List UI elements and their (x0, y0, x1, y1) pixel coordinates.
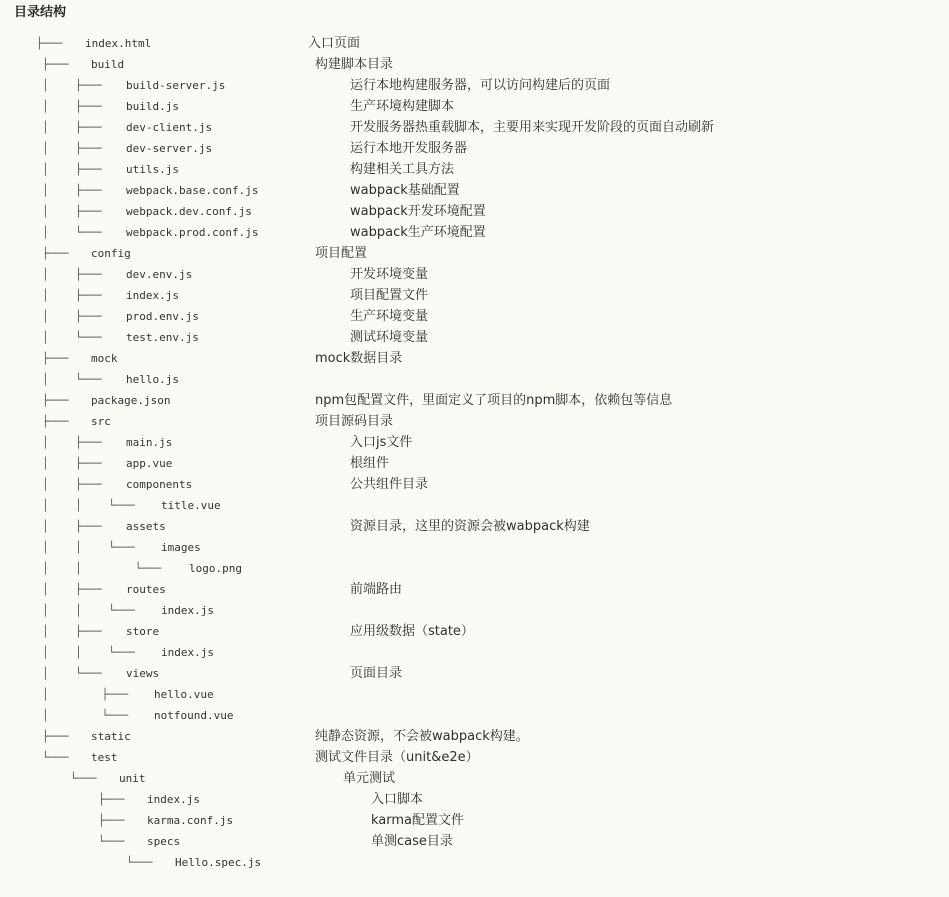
tree-branch: │ ├─── (42, 520, 102, 533)
tree-branch: ├─── (42, 352, 69, 365)
tree-item-description: 开发环境变量 (350, 267, 429, 282)
tree-branch: │ ├─── (42, 310, 102, 323)
tree-row (0, 726, 949, 747)
tree-branch: │ └─── (42, 709, 129, 722)
tree-branch: │ ├─── (42, 436, 102, 449)
tree-row (0, 264, 949, 285)
tree-item-name: app.vue (126, 457, 173, 470)
tree-row (0, 243, 949, 264)
tree-item-name: index.html (85, 37, 152, 50)
tree-branch: │ ├─── (42, 457, 102, 470)
tree-item-name: Hello.spec.js (175, 856, 262, 869)
tree-row (0, 768, 949, 789)
tree-item-name: store (126, 625, 160, 638)
tree-branch: │ └─── (42, 331, 102, 344)
tree-row (0, 789, 949, 810)
tree-item-description: karma配置文件 (371, 813, 465, 828)
tree-row (0, 558, 949, 579)
tree-branch: └─── (126, 856, 153, 869)
tree-branch: └─── (70, 772, 97, 785)
tree-item-name: mock (91, 352, 118, 365)
tree-row (0, 621, 949, 642)
tree-item-description: 前端路由 (350, 582, 403, 597)
tree-item-name: utils.js (126, 163, 179, 176)
tree-row (0, 495, 949, 516)
tree-item-description: npm包配置文件，里面定义了项目的npm脚本，依赖包等信息 (315, 393, 673, 408)
tree-item-description: 单元测试 (343, 771, 396, 786)
tree-item-name: src (91, 415, 111, 428)
tree-item-name: build-server.js (126, 79, 226, 92)
tree-item-description: 项目配置 (315, 246, 368, 261)
tree-item-name: main.js (126, 436, 173, 449)
tree-item-description: 运行本地构建服务器，可以访问构建后的页面 (350, 78, 611, 93)
tree-row (0, 390, 949, 411)
tree-row (0, 348, 949, 369)
tree-row (0, 306, 949, 327)
tree-item-name: components (126, 478, 193, 491)
tree-row (0, 705, 949, 726)
tree-item-description: 入口js文件 (350, 435, 413, 450)
tree-branch: │ ├─── (42, 205, 102, 218)
tree-item-name: test.env.js (126, 331, 199, 344)
tree-item-description: 根组件 (350, 456, 390, 471)
tree-item-name: dev-client.js (126, 121, 213, 134)
tree-item-description: 纯静态资源，不会被wabpack构建。 (315, 729, 529, 744)
tree-item-description: 项目配置文件 (350, 288, 429, 303)
page-title: 目录结构 (14, 5, 67, 20)
tree-branch: │ │ └─── (42, 646, 135, 659)
tree-item-name: dev-server.js (126, 142, 213, 155)
tree-item-description: 构建相关工具方法 (350, 162, 455, 177)
tree-row (0, 831, 949, 852)
tree-item-description: 开发服务器热重载脚本，主要用来实现开发阶段的页面自动刷新 (350, 120, 715, 135)
tree-item-name: webpack.dev.conf.js (126, 205, 252, 218)
tree-item-name: views (126, 667, 160, 680)
tree-item-name: unit (119, 772, 146, 785)
tree-branch: │ │ └─── (42, 604, 135, 617)
tree-branch: │ ├─── (42, 100, 102, 113)
tree-item-description: 公共组件目录 (350, 477, 429, 492)
tree-row (0, 96, 949, 117)
tree-branch: ├─── (42, 730, 69, 743)
tree-row (0, 159, 949, 180)
tree-branch: │ ├─── (42, 142, 102, 155)
tree-item-name: hello.js (126, 373, 179, 386)
tree-row (0, 138, 949, 159)
tree-row (0, 432, 949, 453)
tree-branch: ├─── (42, 394, 69, 407)
tree-row (0, 117, 949, 138)
tree-row (0, 327, 949, 348)
tree-item-name: prod.env.js (126, 310, 199, 323)
tree-row (0, 453, 949, 474)
tree-row (0, 600, 949, 621)
tree-branch: ├─── (98, 793, 125, 806)
tree-item-description: wabpack基础配置 (350, 183, 460, 198)
tree-item-name: build (91, 58, 125, 71)
tree-branch: │ └─── (42, 373, 102, 386)
tree-branch: ├─── (42, 415, 69, 428)
tree-item-name: dev.env.js (126, 268, 193, 281)
tree-branch: │ │ └─── (42, 499, 135, 512)
tree-item-name: webpack.prod.conf.js (126, 226, 259, 239)
tree-branch: │ ├─── (42, 184, 102, 197)
tree-item-description: 单测case目录 (371, 834, 453, 849)
tree-row (0, 642, 949, 663)
tree-item-description: 项目源码目录 (315, 414, 394, 429)
tree-row (0, 684, 949, 705)
tree-item-name: package.json (91, 394, 171, 407)
tree-item-description: wabpack生产环境配置 (350, 225, 486, 240)
tree-branch: │ ├─── (42, 688, 129, 701)
tree-row (0, 33, 949, 54)
tree-branch: │ ├─── (42, 478, 102, 491)
tree-item-description: 资源目录，这里的资源会被wabpack构建 (350, 519, 590, 534)
tree-item-name: static (91, 730, 131, 743)
tree-row (0, 75, 949, 96)
tree-row (0, 369, 949, 390)
tree-row (0, 537, 949, 558)
tree-item-description: 入口页面 (308, 36, 361, 51)
directory-tree (0, 33, 949, 873)
tree-branch: │ ├─── (42, 79, 102, 92)
tree-item-description: wabpack开发环境配置 (350, 204, 486, 219)
tree-row (0, 579, 949, 600)
tree-item-name: index.js (147, 793, 200, 806)
tree-item-name: assets (126, 520, 166, 533)
tree-row (0, 747, 949, 768)
tree-item-name: routes (126, 583, 166, 596)
tree-branch: ├─── (42, 247, 69, 260)
tree-row (0, 180, 949, 201)
tree-item-description: 运行本地开发服务器 (350, 141, 468, 156)
tree-item-name: test (91, 751, 118, 764)
tree-item-name: index.js (161, 646, 214, 659)
tree-branch: │ ├─── (42, 289, 102, 302)
tree-row (0, 474, 949, 495)
tree-item-description: 构建脚本目录 (315, 57, 394, 72)
tree-item-name: specs (147, 835, 181, 848)
tree-branch: │ ├─── (42, 625, 102, 638)
tree-item-description: 测试文件目录（unit&e2e） (315, 750, 479, 765)
tree-row (0, 285, 949, 306)
tree-branch: └─── (42, 751, 69, 764)
tree-row (0, 222, 949, 243)
tree-item-description: 测试环境变量 (350, 330, 429, 345)
tree-row (0, 810, 949, 831)
tree-item-description: 入口脚本 (371, 792, 424, 807)
tree-branch: └─── (98, 835, 125, 848)
tree-item-name: config (91, 247, 131, 260)
tree-item-description: 生产环境构建脚本 (350, 99, 455, 114)
tree-item-name: notfound.vue (154, 709, 234, 722)
tree-item-name: hello.vue (154, 688, 214, 701)
tree-branch: │ │ └─── (42, 562, 162, 575)
tree-branch: │ ├─── (42, 583, 102, 596)
tree-item-name: karma.conf.js (147, 814, 234, 827)
tree-item-name: title.vue (161, 499, 221, 512)
tree-branch: │ │ └─── (42, 541, 135, 554)
tree-item-description: 页面目录 (350, 666, 403, 681)
tree-row (0, 852, 949, 873)
tree-row (0, 411, 949, 432)
tree-row (0, 54, 949, 75)
tree-branch: ├─── (98, 814, 125, 827)
tree-branch: ├─── (42, 58, 69, 71)
tree-item-description: mock数据目录 (315, 351, 403, 366)
tree-row (0, 516, 949, 537)
tree-row (0, 663, 949, 684)
tree-item-description: 应用级数据（state） (350, 624, 474, 639)
tree-branch: │ ├─── (42, 121, 102, 134)
tree-item-name: images (161, 541, 201, 554)
tree-item-name: webpack.base.conf.js (126, 184, 259, 197)
tree-branch: ├─── (36, 37, 63, 50)
tree-item-name: index.js (161, 604, 214, 617)
tree-branch: │ ├─── (42, 163, 102, 176)
tree-item-name: logo.png (189, 562, 242, 575)
tree-branch: │ └─── (42, 667, 102, 680)
tree-item-name: index.js (126, 289, 179, 302)
tree-branch: │ ├─── (42, 268, 102, 281)
tree-item-name: build.js (126, 100, 179, 113)
tree-row (0, 201, 949, 222)
tree-branch: │ └─── (42, 226, 102, 239)
tree-item-description: 生产环境变量 (350, 309, 429, 324)
